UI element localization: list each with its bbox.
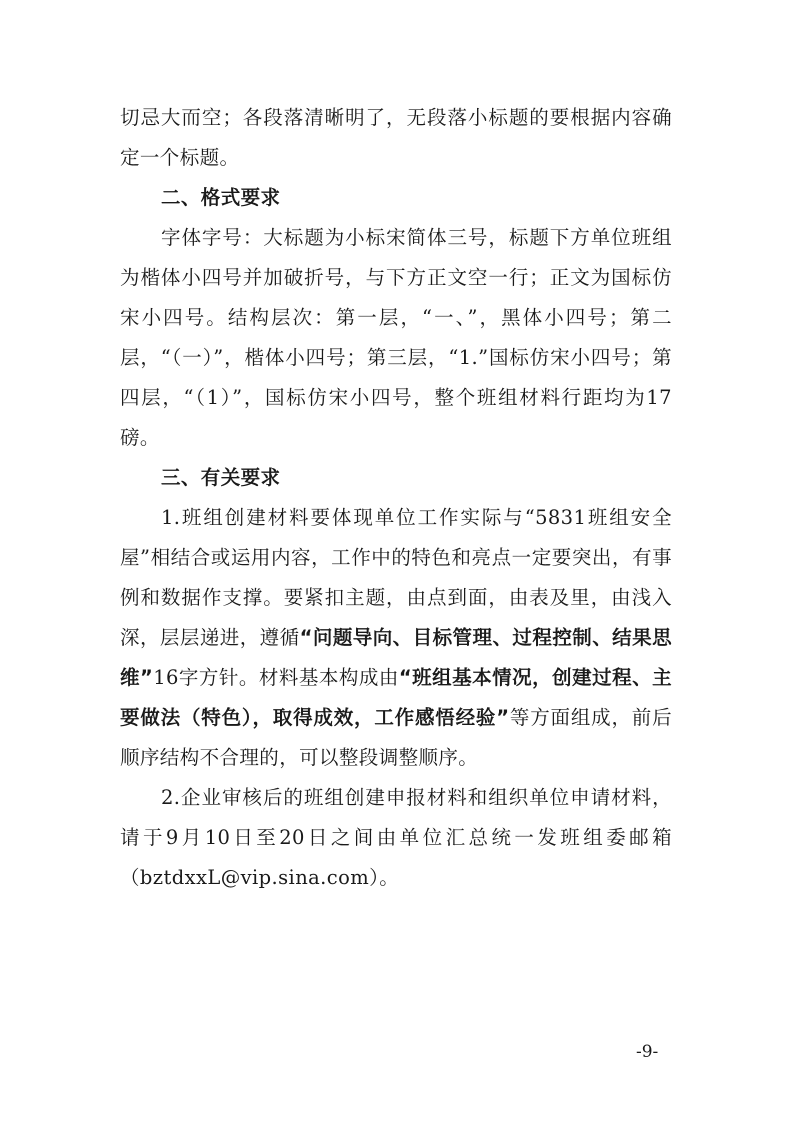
section-heading-format-requirements: 二、格式要求 bbox=[161, 186, 281, 209]
requirement-1-bold-structure: “班组基本情况，创建过程、主要做法（特色），取得成效，工作感悟经验” bbox=[120, 666, 672, 729]
section-heading-related-requirements: 三、有关要求 bbox=[161, 466, 281, 489]
requirement-1-bold-principles: “问题导向、目标管理、过程控制、结果思维” bbox=[120, 626, 672, 689]
requirement-1-text-b: 16字方针。材料基本构成由 bbox=[153, 666, 399, 689]
requirement-1-text-a: 1.班组创建材料要体现单位工作实际与“5831班组安全屋”相结合或运用内容，工作中的特色和亮点一定要突出，有事例和数据作支撑。要紧扣主题，由点到面，由表及里，由浅入深，层层递进，遵循 bbox=[120, 506, 672, 649]
paragraph-format-details: 字体字号：大标题为小标宋简体三号，标题下方单位班组为楷体小四号并加破折号，与下方正文空一行；正文为国标仿宋小四号。结构层次：第一层，“一、”，黑体小四号；第二层，“（一）”，楷体小四号；第三层，“1.”国标仿宋小四号；第四层，“（1）”，国标仿宋小四号，整个班组材料行距均为17磅。 bbox=[120, 226, 672, 449]
paragraph-continuation: 切忌大而空；各段落清晰明了，无段落小标题的要根据内容确定一个标题。 bbox=[120, 106, 672, 169]
requirement-1-text-c: 等方面组成，前后顺序结构不合理的，可以整段调整顺序。 bbox=[120, 706, 672, 769]
paragraph-requirement-1 bbox=[120, 498, 672, 778]
paragraph-requirement-2: 2.企业审核后的班组创建申报材料和组织单位申请材料，请于9月10日至20日之间由单位汇总统一发班组委邮箱（bztdxxL@vip.sina.com）。 bbox=[120, 786, 672, 889]
page-number: -9- bbox=[636, 1042, 659, 1062]
document-body bbox=[120, 98, 672, 898]
